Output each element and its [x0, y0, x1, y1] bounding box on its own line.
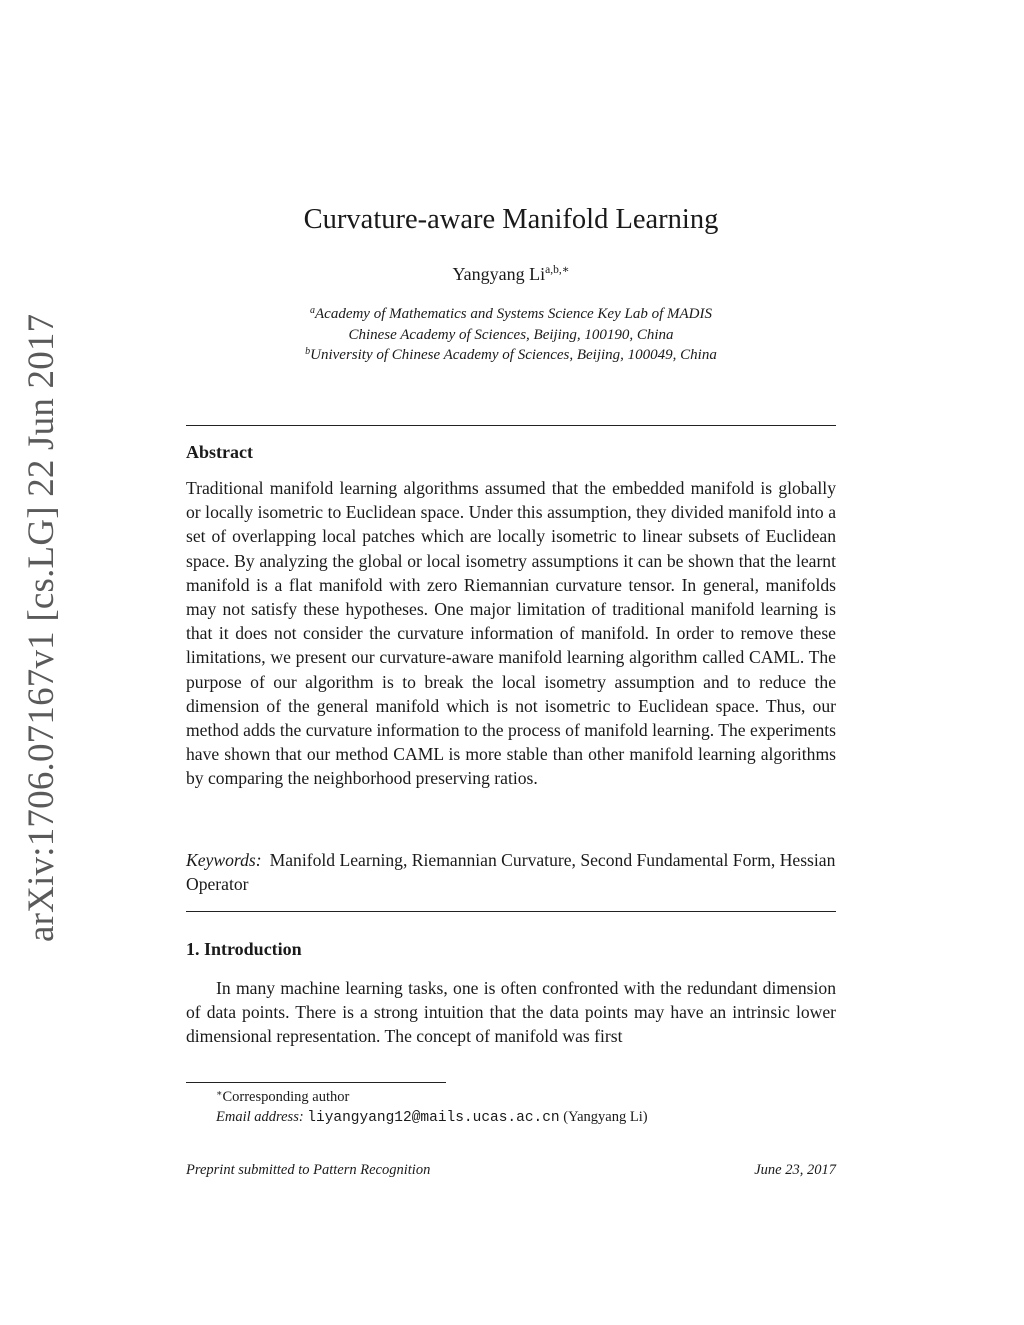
footer-date: June 23, 2017	[754, 1162, 836, 1178]
author-affiliation-marks: a,b,∗	[545, 264, 570, 276]
author-line	[186, 262, 836, 286]
footnote-email	[216, 1107, 648, 1128]
author-name: Yangyang Li	[452, 264, 546, 284]
abstract-bottom-rule	[186, 911, 836, 912]
footer-preprint-note: Preprint submitted to Pattern Recognition	[186, 1162, 431, 1178]
footnote-corresponding: ∗Corresponding author	[216, 1089, 350, 1105]
keywords	[186, 848, 836, 896]
paper-title: Curvature-aware Manifold Learning	[303, 204, 719, 235]
introduction-text: In many machine learning tasks, one is often confronted with the redundant dimension of data points. There is a strong intuition that the data points may have an intrinsic lower dimensional representation. The concept of manifold was first	[186, 978, 836, 1047]
introduction-heading: 1. Introduction	[186, 939, 302, 959]
affiliation-a-line2: Chinese Academy of Sciences, Beijing, 100190, China	[348, 326, 674, 343]
affiliation-a: $^a$Academy of Mathematics and Systems Science Key Lab of MADIS	[310, 305, 712, 322]
email-label: Email address:	[216, 1109, 304, 1125]
affiliations	[186, 304, 836, 366]
footnote-rule	[186, 1082, 446, 1083]
keywords-label: Keywords:	[186, 850, 262, 870]
abstract-text: Traditional manifold learning algorithms assumed that the embedded manifold is globally or locally isometric to Euclidean space. Under this assumption, they divided manifold into a set of overlapping local patches which are locally isometric to linear subsets of Euclidean space. By analyzing the global or local isometry assumptions it can be shown that the learnt manifold is a flat manifold with zero Riemannian curvature tensor. In general, manifolds may not satisfy these hypotheses. One major limitation of traditional manifold learning is that it does not consider the curvature information of manifold. In order to remove these limitations, we present our curvature-aware manifold learning algorithm called CAML. The purpose of our algorithm is to break the local isometry assumption and to reduce the dimension of the general manifold which is not isometric to Euclidean space. Thus, our method adds the curvature information to the process of manifold learning. The experiments have shown that our method CAML is more stable than other manifold learning algorithms by comparing the neighborhood preserving ratios.	[186, 478, 836, 789]
affiliation-b: $^b$University of Chinese Academy of Sciences, Beijing, 100049, China	[305, 346, 717, 363]
email-owner: (Yangyang Li)	[563, 1109, 648, 1125]
email-address[interactable]: liyangyang12@mails.ucas.ac.cn	[307, 1110, 560, 1126]
arxiv-identifier-stamp: arXiv:1706.07167v1 [cs.LG] 22 Jun 2017	[21, 313, 62, 942]
abstract-top-rule	[186, 425, 836, 426]
keywords-text: Manifold Learning, Riemannian Curvature, Second Fundamental Form, Hessian Operator	[186, 850, 836, 895]
abstract-heading: Abstract	[186, 442, 253, 462]
